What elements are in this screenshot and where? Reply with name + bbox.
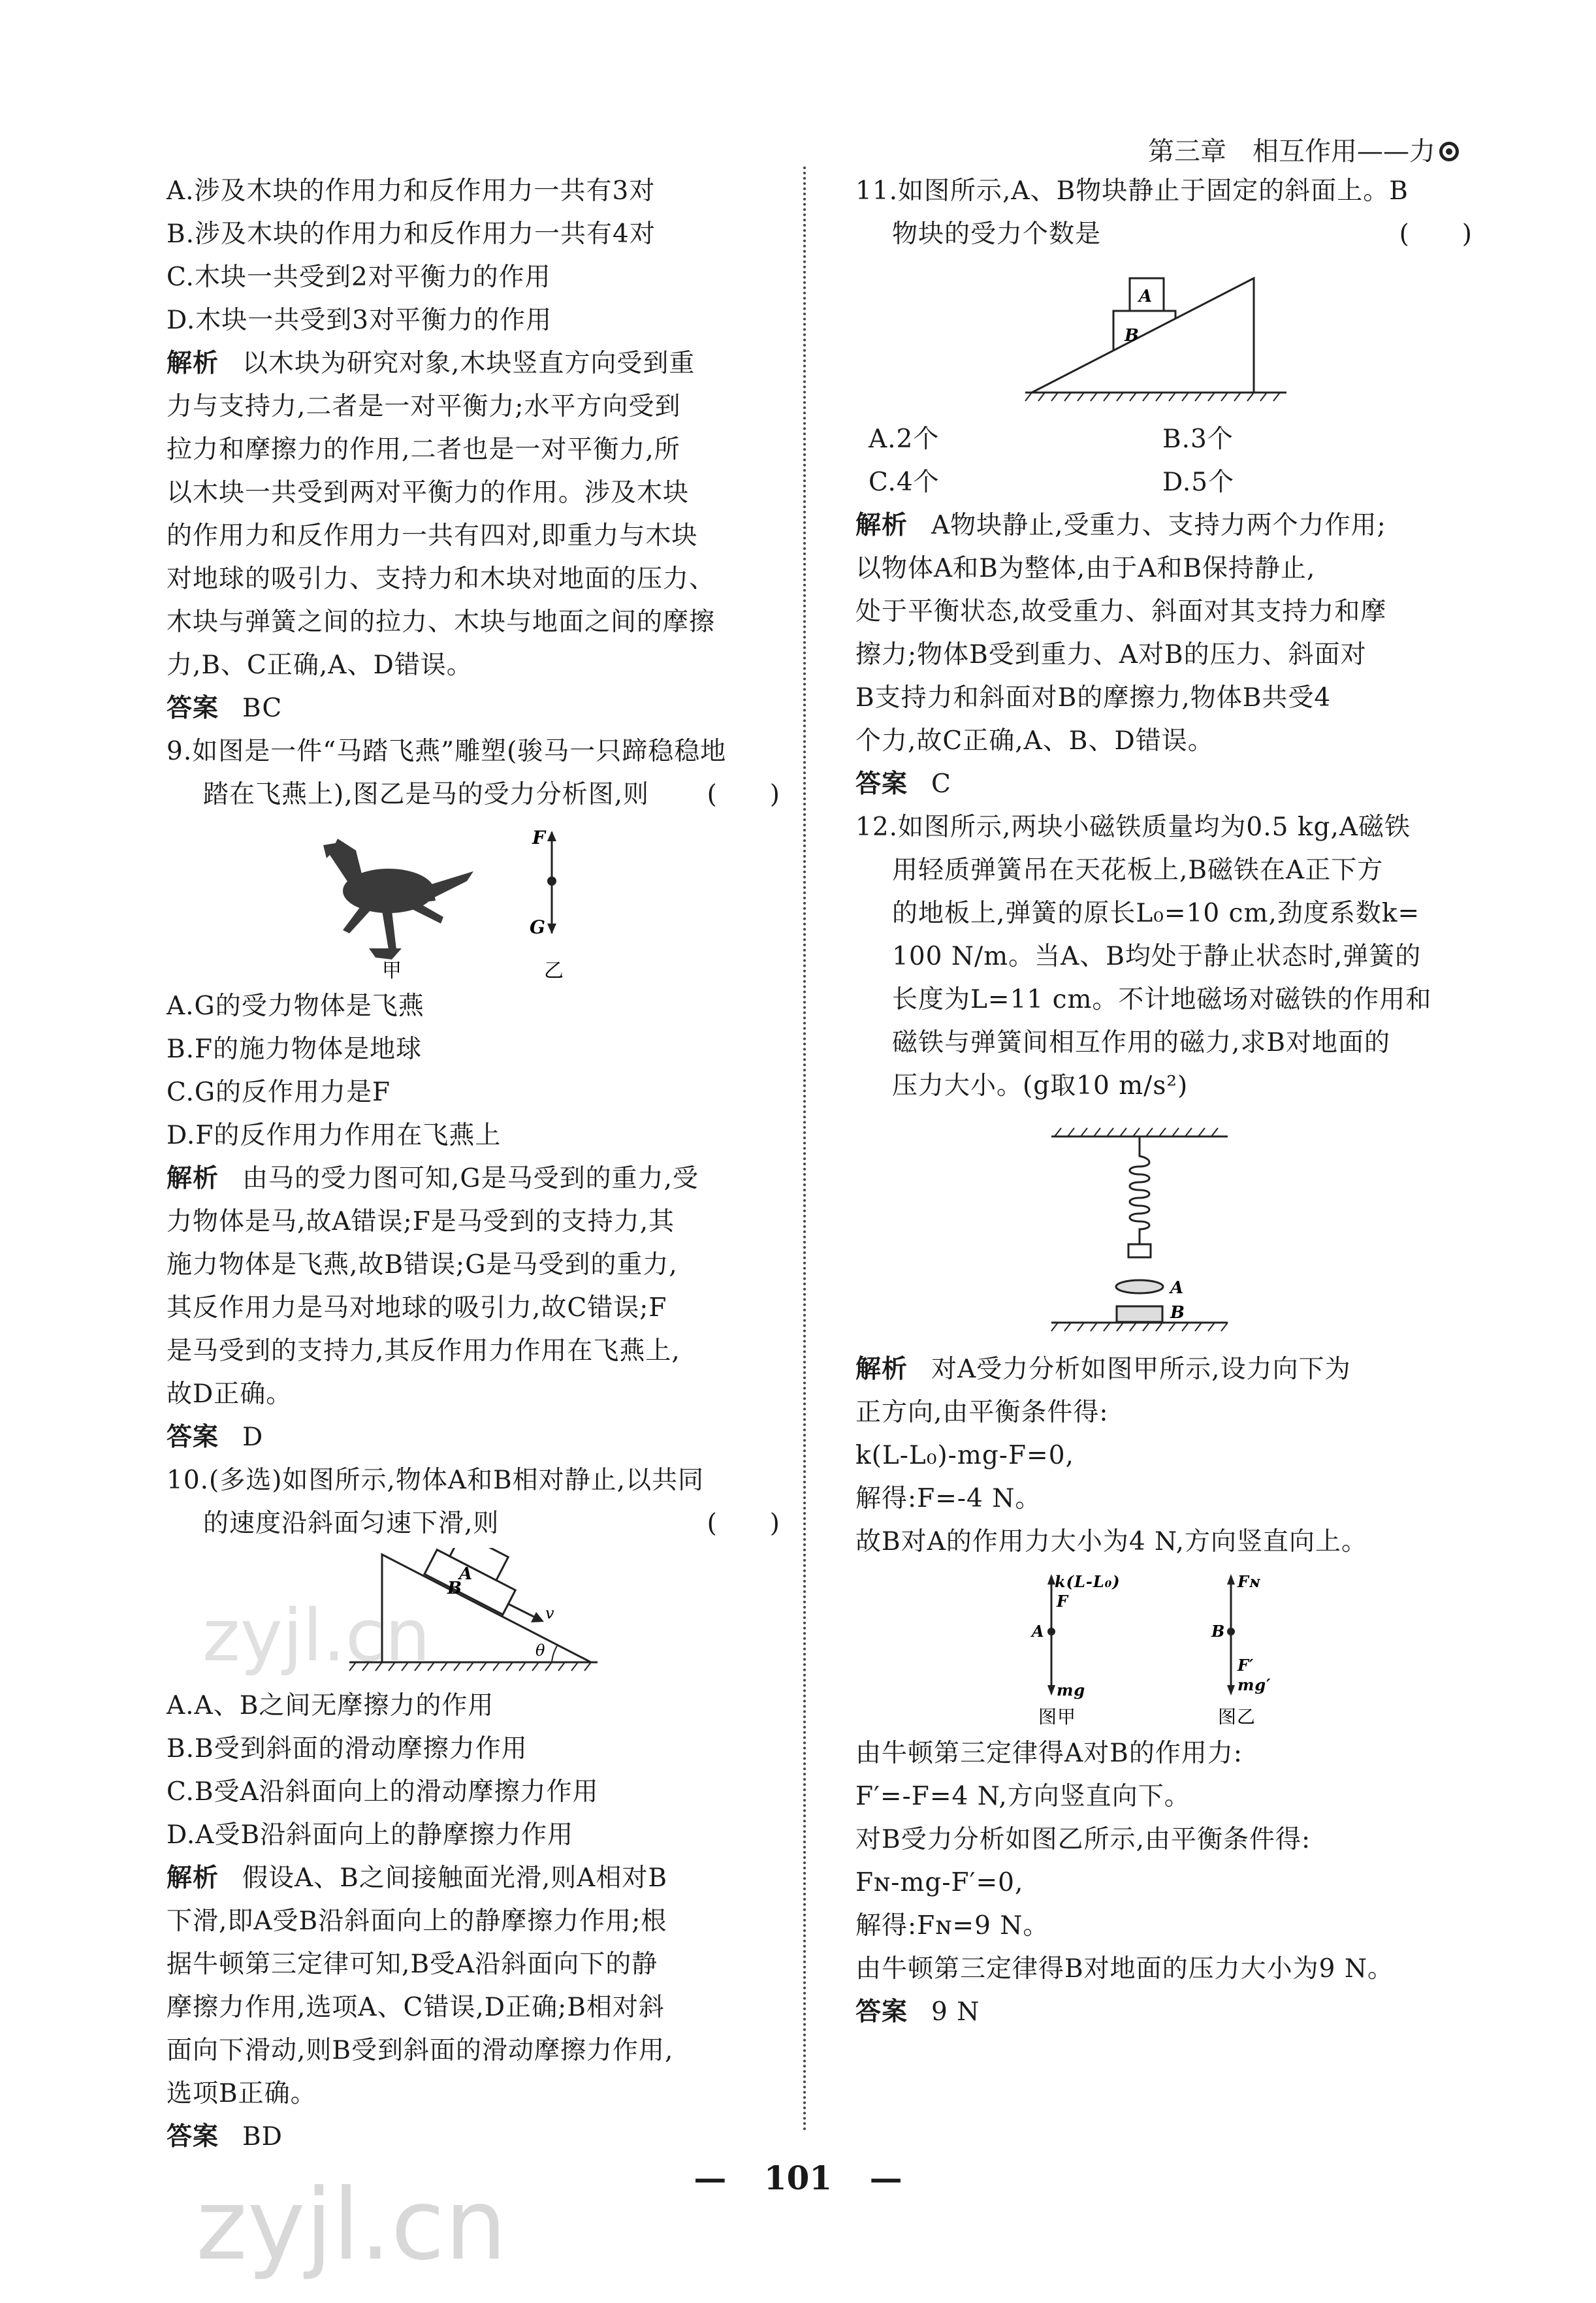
watermark: zyjl.cn: [196, 2168, 507, 2282]
question-stem: 11.如图所示,A、B物块静止于固定的斜面上。B: [855, 176, 1409, 206]
magnet-b: [1117, 1306, 1162, 1322]
analysis-text: 对A受力分析如图甲所示,设力向下为: [931, 1355, 1351, 1384]
analysis-text: 施力物体是飞燕,故B错误;G是马受到的重力,: [167, 1250, 678, 1280]
q9-figure: [167, 819, 780, 982]
question-stem: 物块的受力个数是: [892, 219, 1102, 249]
right-column: [855, 170, 1473, 2034]
analysis-text: 的作用力和反作用力一共有四对,即重力与木块: [167, 521, 698, 551]
label-g: G: [530, 916, 546, 938]
label-b: B: [1211, 1622, 1226, 1641]
label-fn: Fɴ: [1237, 1572, 1262, 1591]
label-a: A: [459, 1564, 473, 1584]
center-point: [547, 877, 556, 886]
analysis-label: 解析: [855, 511, 908, 540]
label-mgprime: mg′: [1237, 1675, 1271, 1694]
analysis-label: 解析: [167, 1164, 219, 1193]
answer-blank: ( ): [707, 780, 780, 809]
page-number: 101: [763, 2159, 833, 2197]
arrow-up-icon: [1227, 1574, 1235, 1585]
answer-value: 9 N: [931, 1997, 980, 2027]
answer-label: 答案: [167, 1423, 219, 1452]
answer-blank: ( ): [1399, 219, 1473, 249]
velocity-arrow: [507, 1603, 537, 1619]
incline-blocks-diagram: [855, 259, 1473, 415]
label-v: v: [545, 1604, 555, 1622]
answer-label: 答案: [167, 2122, 219, 2151]
answer-value: C: [931, 769, 951, 799]
analysis-text: 对B受力分析如图乙所示,由平衡条件得:: [855, 1825, 1311, 1854]
option: C.G的反作用力是F: [167, 1078, 391, 1107]
analysis-text: 力,B、C正确,A、D错误。: [167, 651, 473, 680]
analysis-text: 由马的受力图可知,G是马受到的重力,受: [242, 1164, 699, 1193]
question-9: [167, 730, 780, 1459]
ground-hatch: [1025, 393, 1280, 401]
question-stem: 10.(多选)如图所示,物体A和B相对静止,以共同: [167, 1466, 705, 1495]
option: B.3个: [1162, 425, 1234, 454]
answer-label: 答案: [167, 694, 219, 723]
question-stem: 的地板上,弹簧的原长L₀=10 cm,劲度系数k=: [892, 899, 1420, 928]
option: A.涉及木块的作用力和反作用力一共有3对: [167, 176, 656, 206]
analysis-label: 解析: [167, 349, 219, 378]
q11-figure: [855, 259, 1473, 415]
analysis-text: 正方向,由平衡条件得:: [855, 1398, 1109, 1427]
column-divider: [803, 167, 806, 2133]
label-f: F: [1057, 1592, 1069, 1611]
analysis-text: 解得:F=-4 N。: [855, 1484, 1042, 1513]
question-stem: 长度为L=11 cm。不计地磁场对磁铁的作用和: [892, 985, 1432, 1014]
arrow-down-icon: [1227, 1685, 1235, 1696]
page-footer: [0, 2159, 1596, 2197]
ceiling-hatch: [1055, 1128, 1218, 1136]
magnet-a-disk: [1116, 1280, 1163, 1293]
analysis-text: 处于平衡状态,故受重力、斜面对其支持力和摩: [855, 597, 1387, 626]
options-row-1: [855, 418, 1473, 461]
option: A.A、B之间无摩擦力的作用: [167, 1691, 494, 1720]
analysis-text: 力与支持力,二者是一对平衡力;水平方向受到: [167, 392, 681, 421]
label-b: B: [447, 1579, 462, 1598]
q12-figure: [855, 1110, 1473, 1345]
q8-options: [167, 170, 780, 342]
option: D.5个: [1162, 468, 1235, 497]
option: B.F的施力物体是地球: [167, 1035, 423, 1064]
option: B.涉及木块的作用力和反作用力一共有4对: [167, 219, 656, 249]
chapter-title: 第三章 相互作用——力: [1148, 137, 1435, 167]
option: D.A受B沿斜面向上的静摩擦力作用: [167, 1820, 574, 1850]
analysis-text: 由牛顿第三定律得B对地面的压力大小为9 N。: [855, 1954, 1394, 1984]
footer-dash: —: [869, 2159, 902, 2197]
analysis-text: B支持力和斜面对B的摩擦力,物体B共受4: [855, 683, 1332, 713]
question-stem: 用轻质弹簧吊在天花板上,B磁铁在A正下方: [892, 856, 1384, 885]
bullet-icon: [1439, 142, 1459, 161]
q12-force-diagrams: [855, 1566, 1473, 1730]
blocks: [424, 1548, 528, 1615]
angle-arc: [552, 1646, 557, 1662]
analysis-text: 是马受到的支持力,其反作用力作用在飞燕上,: [167, 1336, 680, 1366]
answer-label: 答案: [855, 769, 908, 799]
answer-value: BC: [242, 694, 283, 723]
analysis-text: 摩擦力作用,选项A、C错误,D正确;B相对斜: [167, 1993, 665, 2022]
question-stem: 9.如图是一件“马踏飞燕”雕塑(骏马一只蹄稳稳地: [167, 737, 727, 766]
magnet-spring-diagram: [855, 1110, 1473, 1345]
analysis-text: 面向下滑动,则B受到斜面的滑动摩擦力作用,: [167, 2036, 674, 2065]
analysis-text: 下滑,即A受B沿斜面向上的静摩擦力作用;根: [167, 1907, 667, 1936]
left-column: [167, 170, 780, 2159]
analysis-text: 个力,故C正确,A、B、D错误。: [855, 726, 1214, 756]
question-stem: 磁铁与弹簧间相互作用的磁力,求B对地面的: [892, 1028, 1391, 1057]
analysis-text: 以物体A和B为整体,由于A和B保持静止,: [855, 554, 1316, 583]
analysis-text: 假设A、B之间接触面光滑,则A相对B: [242, 1863, 668, 1893]
analysis-text: 据牛顿第三定律可知,B受A沿斜面向下的静: [167, 1950, 658, 1979]
analysis-text: 选项B正确。: [167, 2079, 317, 2108]
label-theta: θ: [535, 1641, 546, 1660]
question-10: [167, 1459, 780, 2159]
analysis-text: 力物体是马,故A错误;F是马受到的支持力,其: [167, 1207, 675, 1236]
question-stem: 压力大小。(g取10 m/s²): [892, 1071, 1189, 1101]
arrow-up-icon: [547, 831, 556, 841]
horse-statue-diagram: [167, 819, 780, 982]
analysis-text: A物块静止,受重力、支持力两个力作用;: [931, 511, 1386, 540]
question-12: [855, 806, 1473, 2034]
analysis-text: 由牛顿第三定律得A对B的作用力:: [855, 1739, 1243, 1768]
option: A.G的受力物体是飞燕: [167, 991, 424, 1021]
answer-value: BD: [242, 2122, 283, 2151]
question-stem: 12.如图所示,两块小磁铁质量均为0.5 kg,A磁铁: [855, 813, 1411, 842]
caption-jia: 图甲: [1038, 1706, 1077, 1728]
options-row-2: [855, 461, 1473, 504]
analysis-text: 木块与弹簧之间的拉力、木块与地面之间的摩擦: [167, 607, 716, 637]
analysis-text: Fɴ-mg-F′=0,: [855, 1868, 1024, 1897]
option: C.木块一共受到2对平衡力的作用: [167, 263, 551, 292]
label-a: A: [1170, 1278, 1185, 1298]
label-a: A: [1032, 1622, 1045, 1641]
spring: [1130, 1136, 1149, 1244]
caption-yi: 图乙: [1218, 1706, 1256, 1728]
label-b: B: [1125, 326, 1140, 346]
analysis-text: 拉力和摩擦力的作用,二者也是一对平衡力,所: [167, 435, 680, 464]
horse-statue-image: [323, 839, 473, 959]
analysis-text: 擦力;物体B受到重力、A对B的压力、斜面对: [855, 640, 1367, 669]
option: D.木块一共受到3对平衡力的作用: [167, 306, 552, 335]
option: A.2个: [869, 425, 940, 454]
chapter-header: [1148, 131, 1459, 168]
option: C.4个: [869, 468, 940, 497]
analysis-label: 解析: [167, 1863, 219, 1893]
analysis-text: 故B对A的作用力大小为4 N,方向竖直向上。: [855, 1527, 1368, 1556]
question-11: [855, 170, 1473, 806]
analysis-text: F′=-F=4 N,方向竖直向下。: [855, 1782, 1190, 1811]
footer-dash: —: [694, 2159, 727, 2197]
analysis-label: 解析: [855, 1355, 908, 1384]
q8-analysis: [167, 342, 780, 730]
label-a: A: [1139, 287, 1153, 306]
arrow-down-icon: [1047, 1685, 1055, 1696]
analysis-text: 以木块为研究对象,木块竖直方向受到重: [242, 349, 695, 378]
answer-blank: ( ): [707, 1509, 780, 1538]
analysis-text: 故D正确。: [167, 1379, 293, 1409]
watermark: zyjl.cn: [202, 1594, 431, 1677]
option: C.B受A沿斜面向上的滑动摩擦力作用: [167, 1777, 599, 1807]
force-diagrams: [855, 1566, 1473, 1730]
answer-value: D: [242, 1423, 264, 1452]
point-a: [1047, 1628, 1055, 1635]
label-kll: k(L-L₀): [1055, 1572, 1121, 1591]
option: B.B受到斜面的滑动摩擦力作用: [167, 1734, 528, 1763]
option: D.F的反作用力作用在飞燕上: [167, 1121, 502, 1150]
question-stem: 踏在飞燕上),图乙是马的受力分析图,则: [203, 780, 650, 809]
analysis-text: k(L-L₀)-mg-F=0,: [855, 1441, 1074, 1470]
label-b: B: [1170, 1303, 1185, 1323]
caption-yi: 乙: [544, 959, 564, 982]
label-f: F: [532, 827, 546, 848]
analysis-text: 其反作用力是马对地球的吸引力,故C错误;F: [167, 1293, 667, 1323]
magnet-a: [1128, 1244, 1151, 1257]
floor-hatch: [1051, 1323, 1228, 1331]
caption-jia: 甲: [382, 959, 402, 982]
point-b: [1227, 1628, 1235, 1635]
analysis-text: 对地球的吸引力、支持力和木块对地面的压力、: [167, 564, 716, 594]
question-stem: 的速度沿斜面匀速下滑,则: [203, 1509, 500, 1538]
analysis-text: 解得:Fɴ=9 N。: [855, 1911, 1049, 1941]
analysis-text: 以木块一共受到两对平衡力的作用。涉及木块: [167, 478, 690, 507]
arrow-down-icon: [547, 924, 556, 934]
label-mg: mg: [1057, 1681, 1086, 1699]
answer-label: 答案: [855, 1997, 908, 2027]
label-fprime: F′: [1237, 1656, 1254, 1675]
question-stem: 100 N/m。当A、B均处于静止状态时,弹簧的: [892, 942, 1422, 971]
